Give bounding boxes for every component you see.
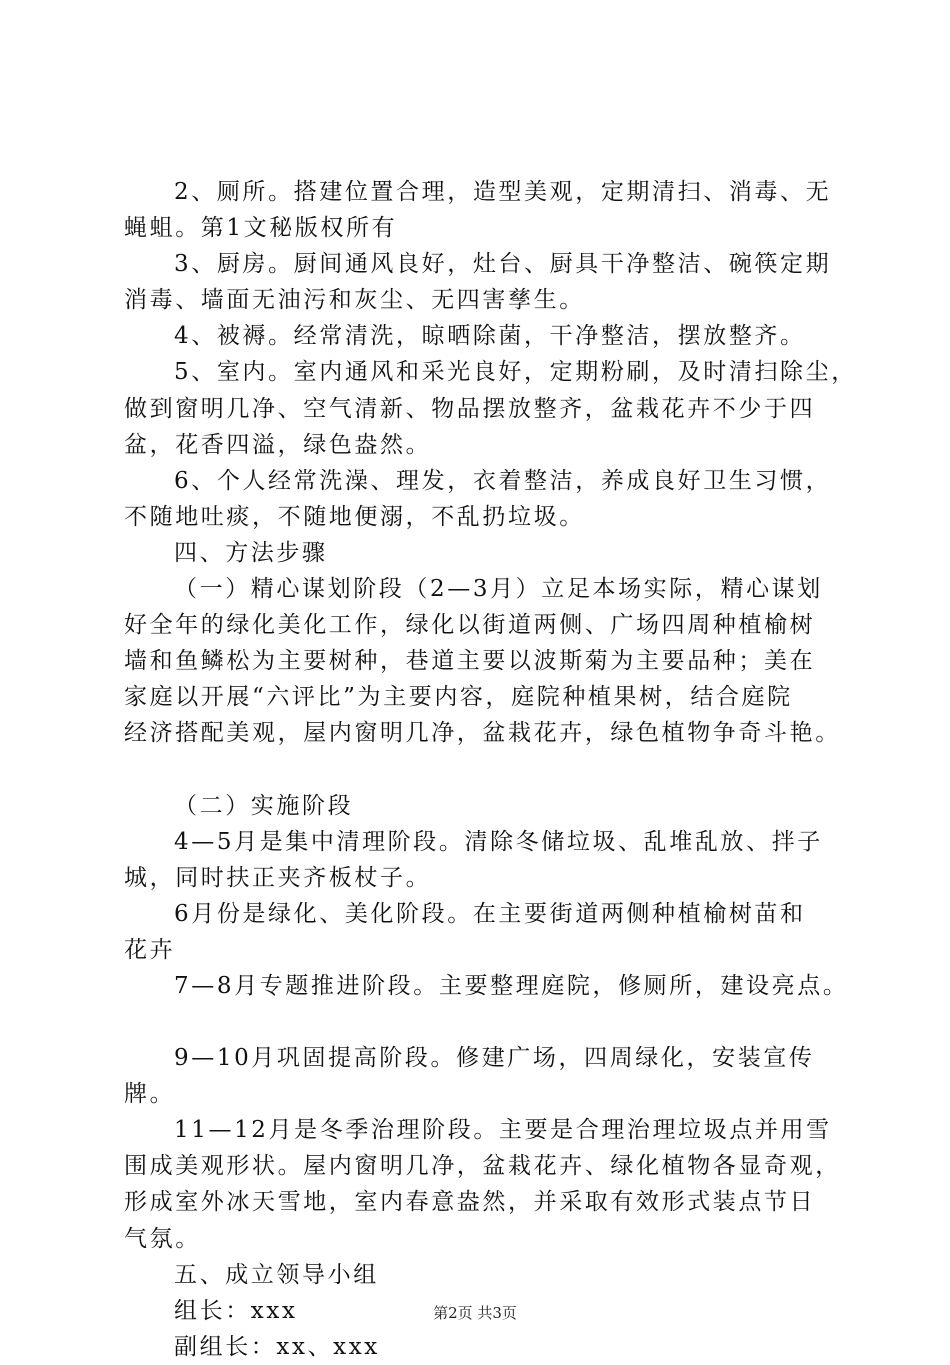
paragraph-line: 围成美观形状。屋内窗明几净，盆栽花卉、绿化植物各显奇观， xyxy=(124,1153,841,1180)
paragraph-line: 家庭以开展“六评比”为主要内容，庭院种植果树，结合庭院 xyxy=(124,684,793,711)
paragraph-line: 气氛。 xyxy=(124,1225,201,1252)
paragraph-line: 组长：xxx xyxy=(174,1297,298,1324)
paragraph-line: 7—8月专题推进阶段。主要整理庭院，修厕所，建设亮点。 xyxy=(174,972,849,999)
paragraph-line: 好全年的绿化美化工作，绿化以街道两侧、广场四周种植榆树 xyxy=(124,612,816,639)
paragraph-line: 牌。 xyxy=(124,1081,176,1108)
paragraph-line: 蝇蛆。第1文秘版权所有 xyxy=(124,215,398,242)
paragraph-line: 花卉 xyxy=(124,936,176,963)
paragraph-line: 副组长：xx、xxx xyxy=(174,1333,380,1360)
document-body xyxy=(124,174,857,1365)
paragraph-line: 形成室外冰天雪地，室内春意盎然，并采取有效形式装点节日 xyxy=(124,1189,816,1216)
paragraph-line: 11—12月是冬季治理阶段。主要是合理治理垃圾点并用雪 xyxy=(174,1117,832,1144)
blank-line xyxy=(124,1004,846,1040)
paragraph-line: 经济搭配美观，屋内窗明几净，盆栽花卉，绿色植物争奇斗艳。 xyxy=(124,720,841,747)
paragraph-line: 6月份是绿化、美化阶段。在主要街道两侧种植榆树苗和 xyxy=(174,900,806,927)
paragraph-line: 9—10月巩固提高阶段。修建广场，四周绿化，安装宣传 xyxy=(174,1045,815,1072)
subsection-heading: （二）实施阶段 xyxy=(174,792,354,819)
paragraph-line: 做到窗明几净、空气清新、物品摆放整齐，盆栽花卉不少于四 xyxy=(124,395,816,422)
paragraph-line: 6、个人经常洗澡、理发，衣着整洁，养成良好卫生习惯， xyxy=(174,467,832,494)
paragraph-line: 墙和鱼鳞松为主要树种，巷道主要以波斯菊为主要品种；美在 xyxy=(124,648,816,675)
paragraph-line: 4—5月是集中清理阶段。清除冬储垃圾、乱堆乱放、拌子 xyxy=(174,828,823,855)
section-heading: 五、成立领导小组 xyxy=(174,1261,379,1288)
section-heading: 四、方法步骤 xyxy=(174,539,328,566)
paragraph-line: 城，同时扶正夹齐板杖子。 xyxy=(124,864,432,891)
paragraph-line: 不随地吐痰，不随地便溺，不乱扔垃圾。 xyxy=(124,503,585,530)
paragraph-line: 4、被褥。经常清洗，晾晒除菌，干净整洁，摆放整齐。 xyxy=(174,323,806,350)
paragraph-line: （一）精心谋划阶段（2—3月）立足本场实际，精心谋划 xyxy=(174,576,823,603)
paragraph-line: 5、室内。室内通风和采光良好，定期粉刷，及时清扫除尘， xyxy=(174,359,857,386)
paragraph-line: 消毒、墙面无油污和灰尘、无四害孳生。 xyxy=(124,287,585,314)
paragraph-line: 2、厕所。搭建位置合理，造型美观，定期清扫、消毒、无 xyxy=(174,179,832,205)
paragraph-line: 3、厨房。厨间通风良好，灶台、厨具干净整洁、碗筷定期 xyxy=(174,251,832,278)
paragraph-line: 盆，花香四溢，绿色盎然。 xyxy=(124,431,432,458)
blank-line xyxy=(124,752,846,788)
page-number-footer: 第2页 共3页 xyxy=(433,1304,517,1322)
